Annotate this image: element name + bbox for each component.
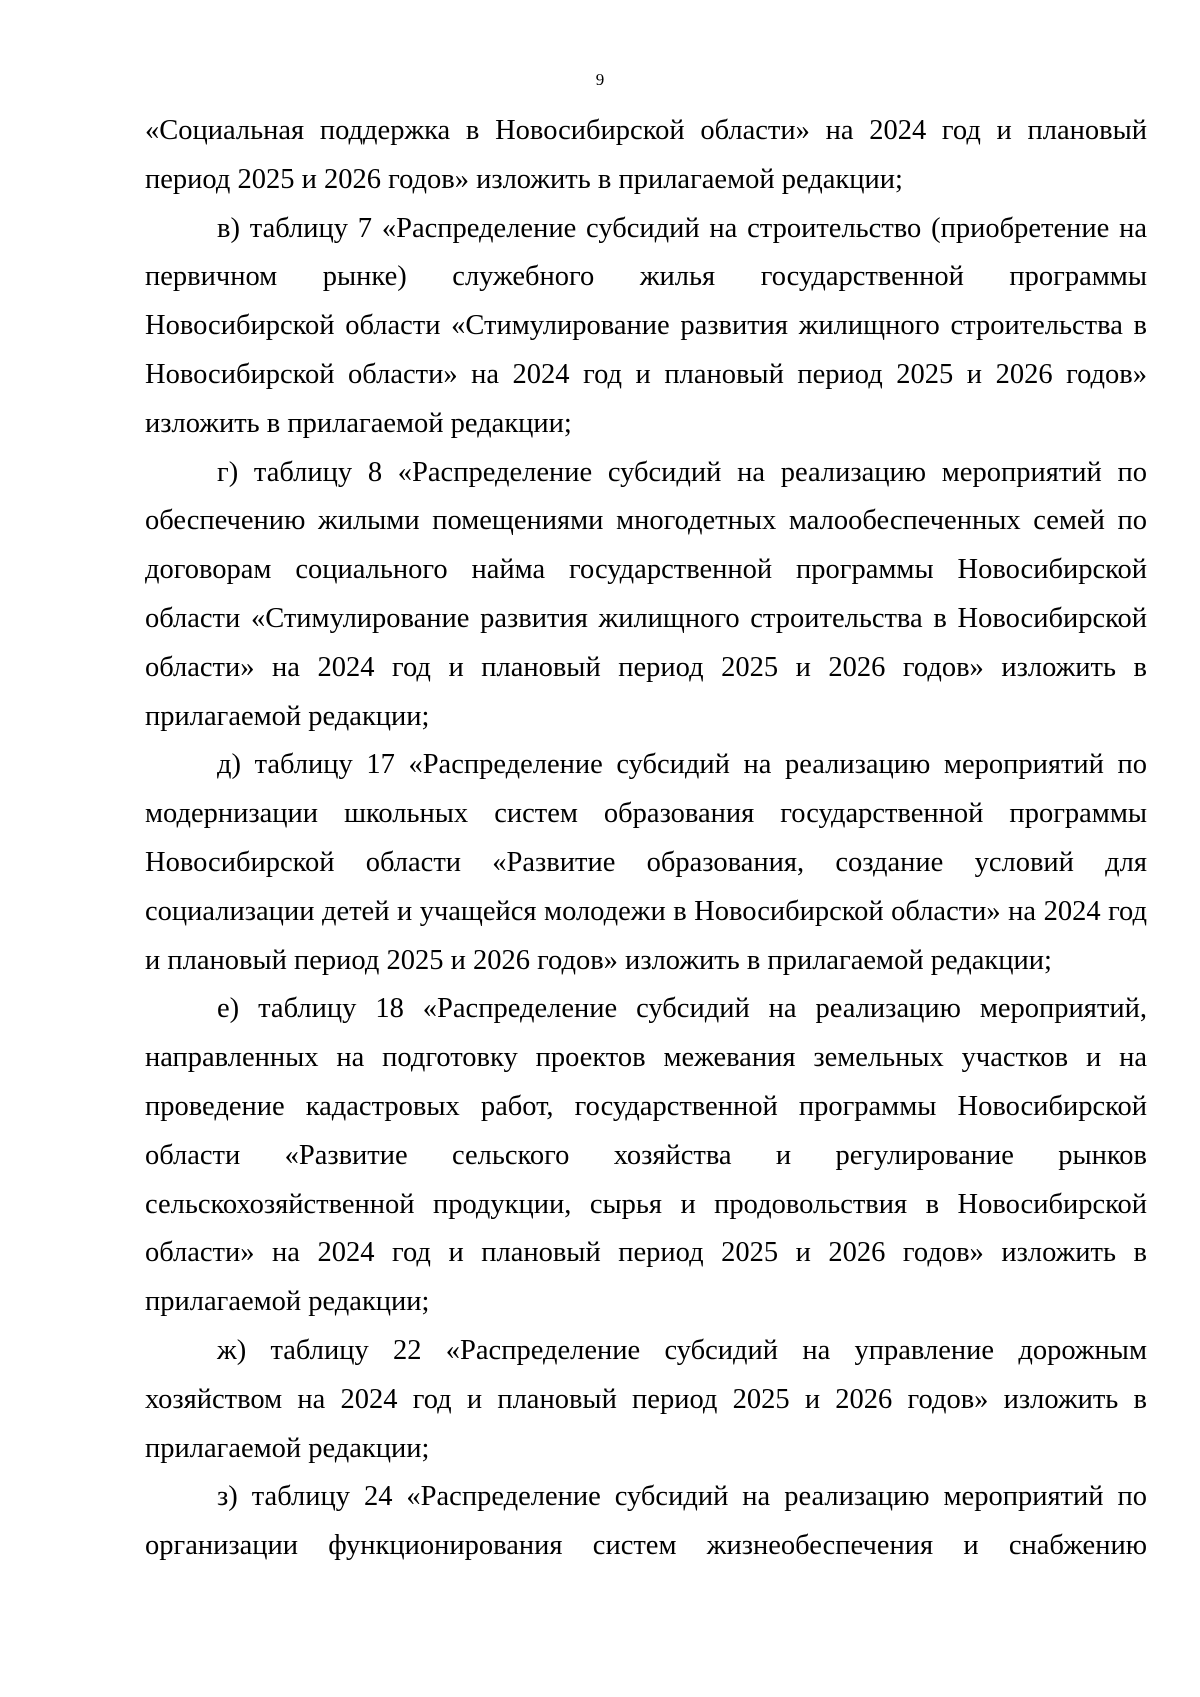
text-line: проведение кадастровых работ, государственной программы Новосибирской [145,1090,1147,1122]
text-line: Новосибирской области «Стимулирование развития жилищного строительства в [145,310,1147,342]
text-line: области «Развитие сельского хозяйства и регулирование рынков [145,1139,1147,1171]
text-line: в прилагаемой редакции; [145,1237,1147,1318]
text-line: ж) таблицу 22 «Распределение субсидий на управление дорожным [217,1334,1147,1366]
text-line: Новосибирской области» на 2024 год и плановый период 2025 и 2026 годов» [145,358,1147,390]
paragraph-item-zh [145,1327,1147,1473]
paragraph-item-v [145,205,1147,449]
text-line: «Социальная поддержка в Новосибирской области» на 2024 год и плановый [145,115,1147,146]
text-line: г) таблицу 8 «Распределение субсидий на реализацию мероприятий по [217,456,1147,488]
text-line: области» на 2024 год и плановый период 2025 и 2026 годов» изложить [145,651,1116,683]
paragraph-item-g [145,449,1147,742]
text-line: первичном рынке) служебного жилья государственной программы [145,261,1147,293]
text-line: области» на 2024 год и плановый период 2025 и 2026 годов» изложить [145,1237,1116,1269]
text-line: хозяйством на 2024 год и плановый период 2025 и 2026 годов» изложить [145,1383,1119,1415]
text-line: з) таблицу 24 «Распределение субсидий на реализацию мероприятий по [217,1481,1147,1513]
text-line: Новосибирской области «Развитие образования, создание условий для [145,846,1147,878]
text-line: договорам социального найма государственной программы Новосибирской [145,554,1147,586]
text-line: в прилагаемой редакции; [145,651,1147,732]
text-line: сельскохозяйственной продукции, сырья и продовольствия в Новосибирской [145,1188,1147,1220]
text-line: е) таблицу 18 «Распределение субсидий на реализацию мероприятий, [217,993,1147,1025]
paragraph-item-e [145,985,1147,1327]
text-line: организации функционирования систем жизнеобеспечения и снабжению [145,1530,1147,1562]
text-line: и плановый период 2025 и 2026 годов» изложить в прилагаемой редакции; [145,944,1052,976]
text-line: обеспечению жилыми помещениями многодетных малообеспеченных семей по [145,505,1147,537]
paragraph-item-d [145,741,1147,985]
text-line: модернизации школьных систем образования государственной программы [145,798,1147,830]
text-line: области «Стимулирование развития жилищного строительства в Новосибирской [145,602,1147,634]
text-line: в прилагаемой редакции; [145,1383,1148,1464]
page-number: 9 [595,70,605,89]
paragraph-continuation [145,107,1147,205]
text-line: д) таблицу 17 «Распределение субсидий на реализацию мероприятий по [217,749,1147,781]
document-body [145,107,1147,1571]
text-line: изложить в прилагаемой редакции; [145,407,572,439]
text-line: социализации детей и учащейся молодежи в Новосибирской области» на 2024 год [145,895,1147,927]
text-line: период 2025 и 2026 годов» изложить в прилагаемой редакции; [145,163,903,195]
text-line: в) таблицу 7 «Распределение субсидий на строительство (приобретение на [217,212,1147,244]
text-line: направленных на подготовку проектов межевания земельных участков и на [145,1042,1147,1074]
paragraph-item-z [145,1473,1147,1571]
